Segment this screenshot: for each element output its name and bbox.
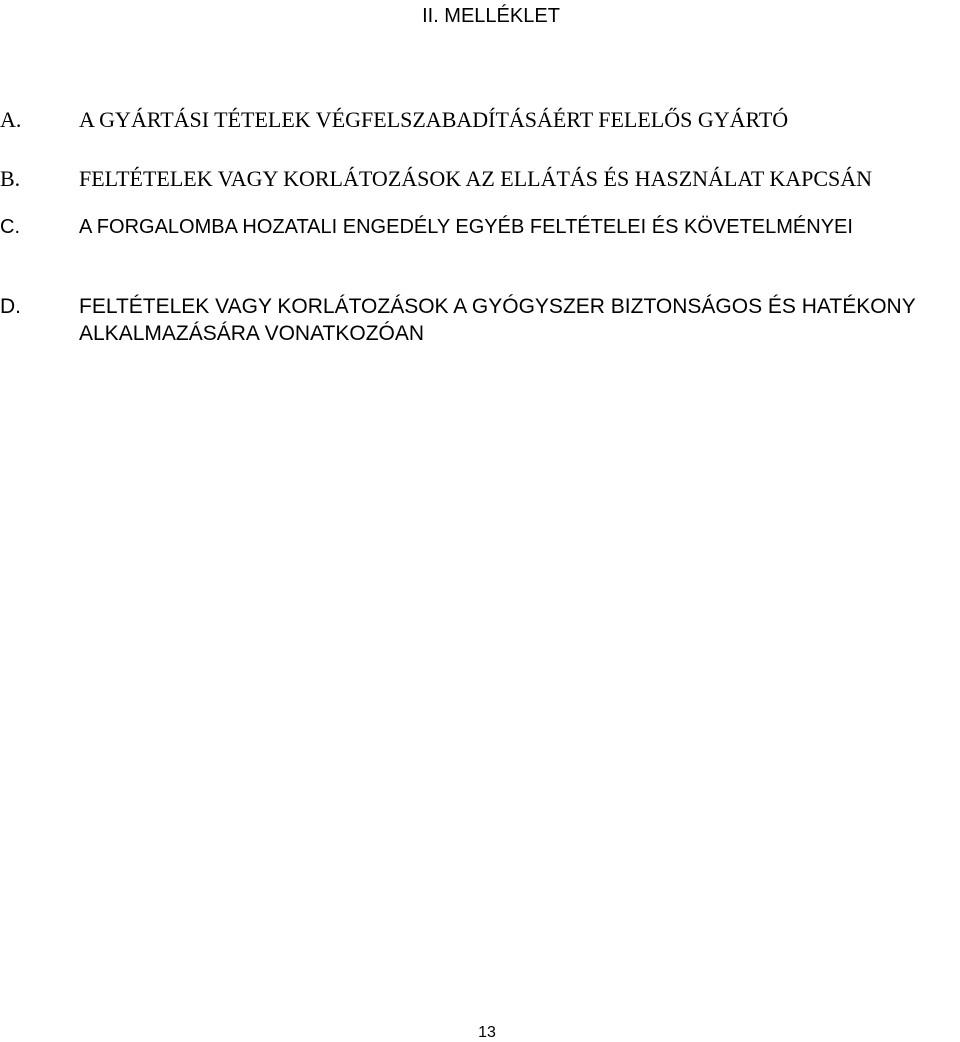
section-title: FELTÉTELEK VAGY KORLÁTOZÁSOK AZ ELLÁTÁS ÉS HASZNÁLAT KAPCSÁN — [79, 166, 873, 191]
section-letter: D. — [0, 295, 21, 318]
section-title: A FORGALOMBA HOZATALI ENGEDÉLY EGYÉB FELTÉTELEI ÉS KÖVETELMÉNYEI — [79, 216, 853, 238]
section-letter: A. — [0, 107, 22, 132]
section-title: FELTÉTELEK VAGY KORLÁTOZÁSOK A GYÓGYSZER BIZTONSÁGOS ÉS HATÉKONY ALKALMAZÁSÁRA VONATKOZÓAN — [79, 295, 916, 345]
section-letter: B. — [0, 166, 21, 191]
section-title: A GYÁRTÁSI TÉTELEK VÉGFELSZABADÍTÁSÁÉRT FELELŐS GYÁRTÓ — [79, 107, 789, 132]
page-number: 13 — [478, 1024, 496, 1041]
section-letter: C. — [0, 216, 20, 238]
page-title: II. MELLÉKLET — [422, 5, 560, 27]
